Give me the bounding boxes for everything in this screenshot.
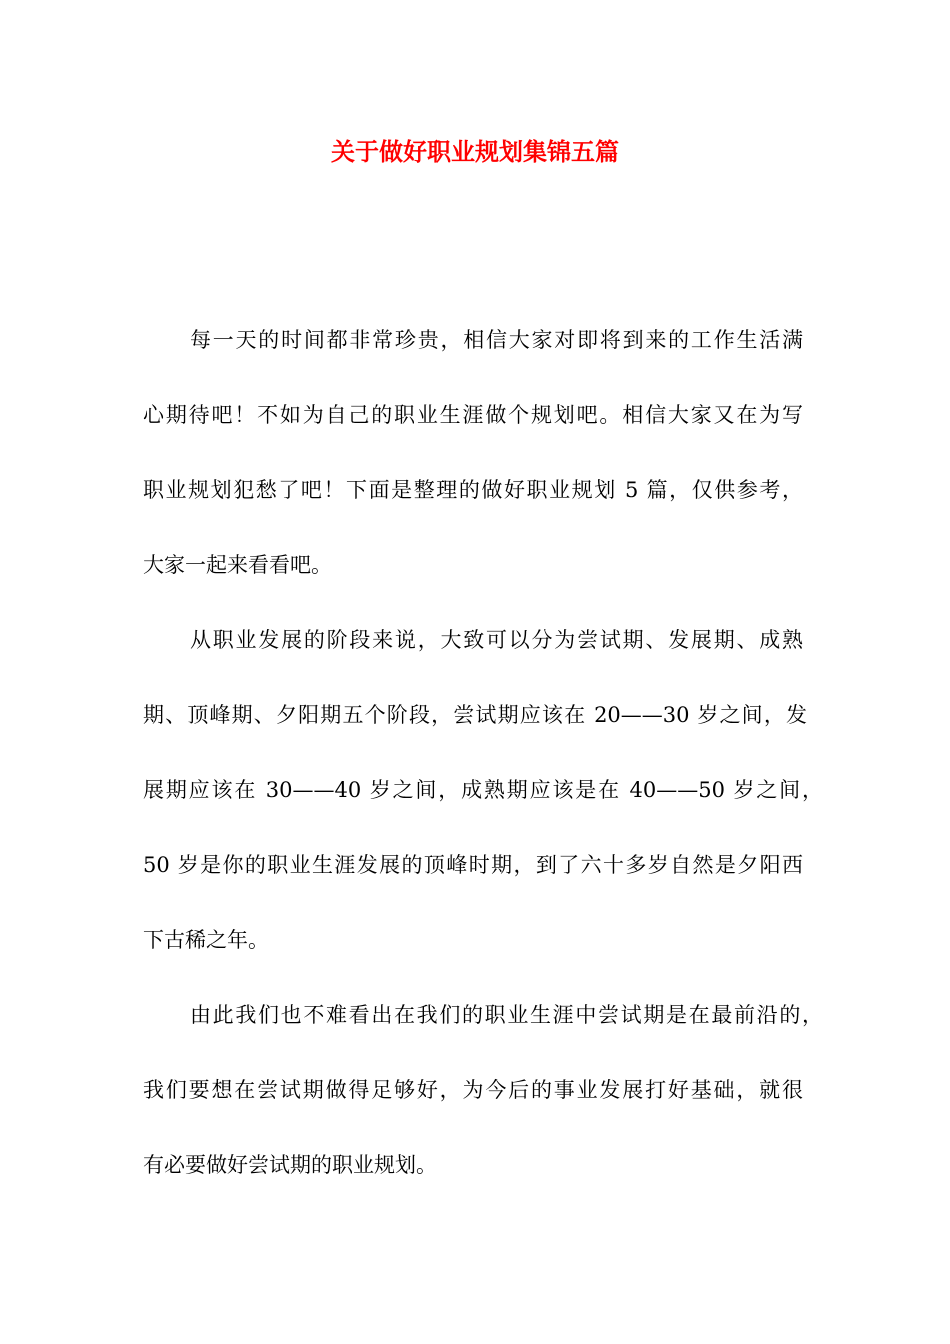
paragraph-line: 展期应该在 30——40 岁之间，成熟期应该是在 40——50 岁之间， [143, 778, 823, 802]
paragraph-line: 下古稀之年。 [143, 928, 269, 952]
paragraph-line: 心期待吧！不如为自己的职业生涯做个规划吧。相信大家又在为写 [143, 403, 803, 427]
paragraph-line: 有必要做好尝试期的职业规划。 [143, 1153, 437, 1177]
paragraph-line: 我们要想在尝试期做得足够好，为今后的事业发展打好基础，就很 [143, 1078, 803, 1102]
paragraph-line: 由此我们也不难看出在我们的职业生涯中尝试期是在最前沿的， [190, 1003, 823, 1027]
paragraph-line: 从职业发展的阶段来说，大致可以分为尝试期、发展期、成熟 [190, 628, 803, 652]
paragraph-line: 50 岁是你的职业生涯发展的顶峰时期，到了六十多岁自然是夕阳西 [143, 853, 803, 877]
paragraph-line: 职业规划犯愁了吧！下面是整理的做好职业规划 5 篇，仅供参考， [143, 478, 803, 502]
paragraph-line: 大家一起来看看吧。 [143, 553, 332, 577]
paragraph-line: 每一天的时间都非常珍贵，相信大家对即将到来的工作生活满 [190, 328, 803, 352]
document-title: 关于做好职业规划集锦五篇 [331, 137, 619, 166]
paragraph-line: 期、顶峰期、夕阳期五个阶段，尝试期应该在 20——30 岁之间，发 [143, 703, 807, 727]
